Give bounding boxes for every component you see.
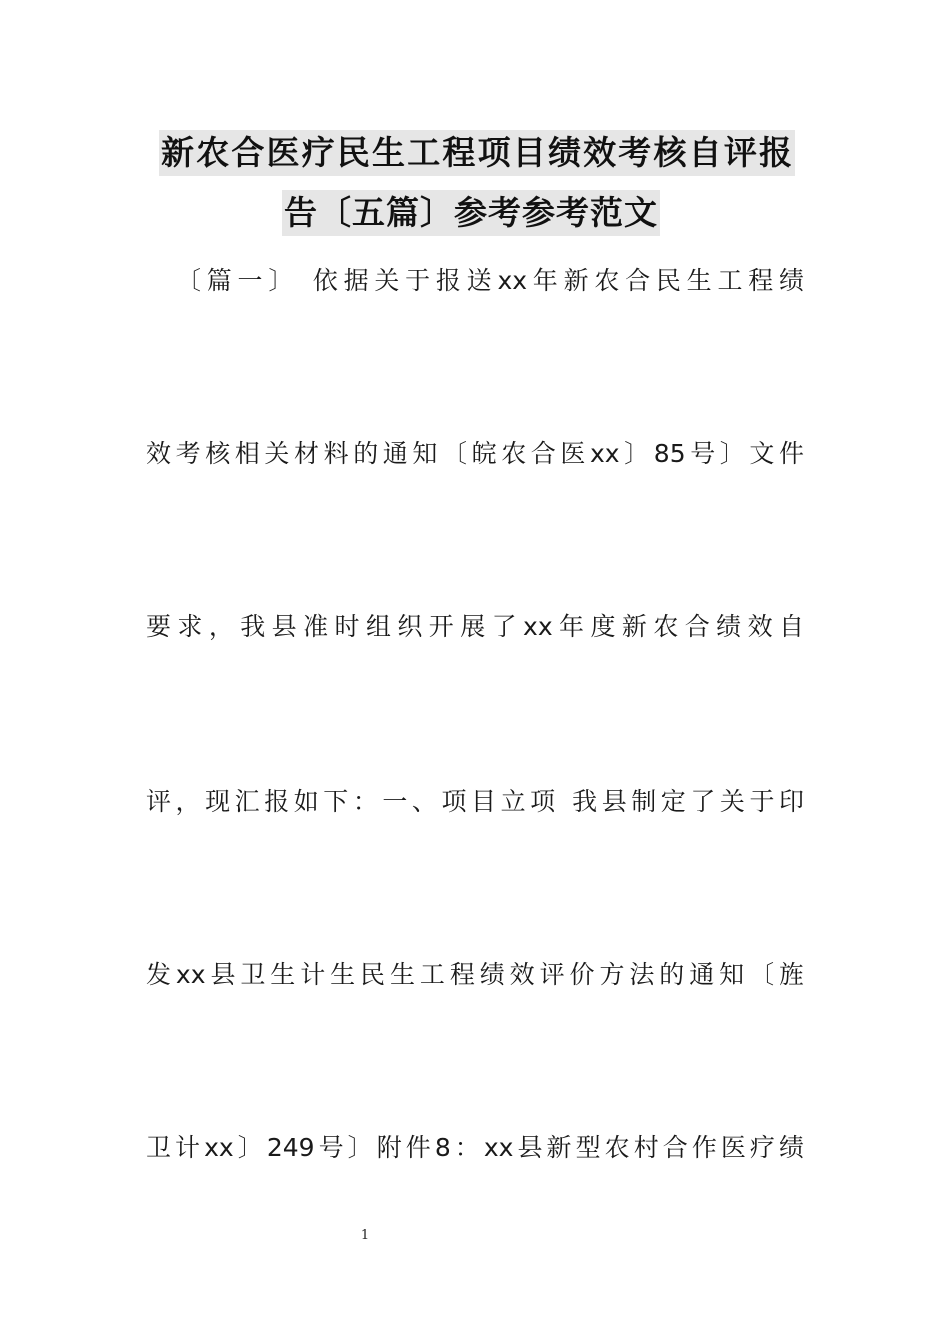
title-line-1: 新农合医疗民生工程项目绩效考核自评报 bbox=[159, 130, 795, 176]
page-number: 1 bbox=[360, 1228, 370, 1243]
paragraph-line-2: 效考核相关材料的通知〔皖农合医xx〕85号〕文件 bbox=[146, 439, 804, 468]
paragraph-line-5: 发xx县卫生计生民生工程绩效评价方法的通知〔旌 bbox=[146, 960, 804, 989]
title-line-2: 告〔五篇〕参考参考范文 bbox=[282, 190, 660, 236]
paragraph-line-6: 卫计xx〕249号〕附件8：xx县新型农村合作医疗绩 bbox=[146, 1133, 804, 1162]
paragraph-line-3: 要求，我县准时组织开展了xx年度新农合绩效自 bbox=[146, 612, 804, 641]
paragraph-line-1: 〔篇一〕 依据关于报送xx年新农合民生工程绩 bbox=[176, 266, 804, 295]
paragraph-line-4: 评，现汇报如下：一、项目立项 我县制定了关于印 bbox=[146, 787, 804, 816]
